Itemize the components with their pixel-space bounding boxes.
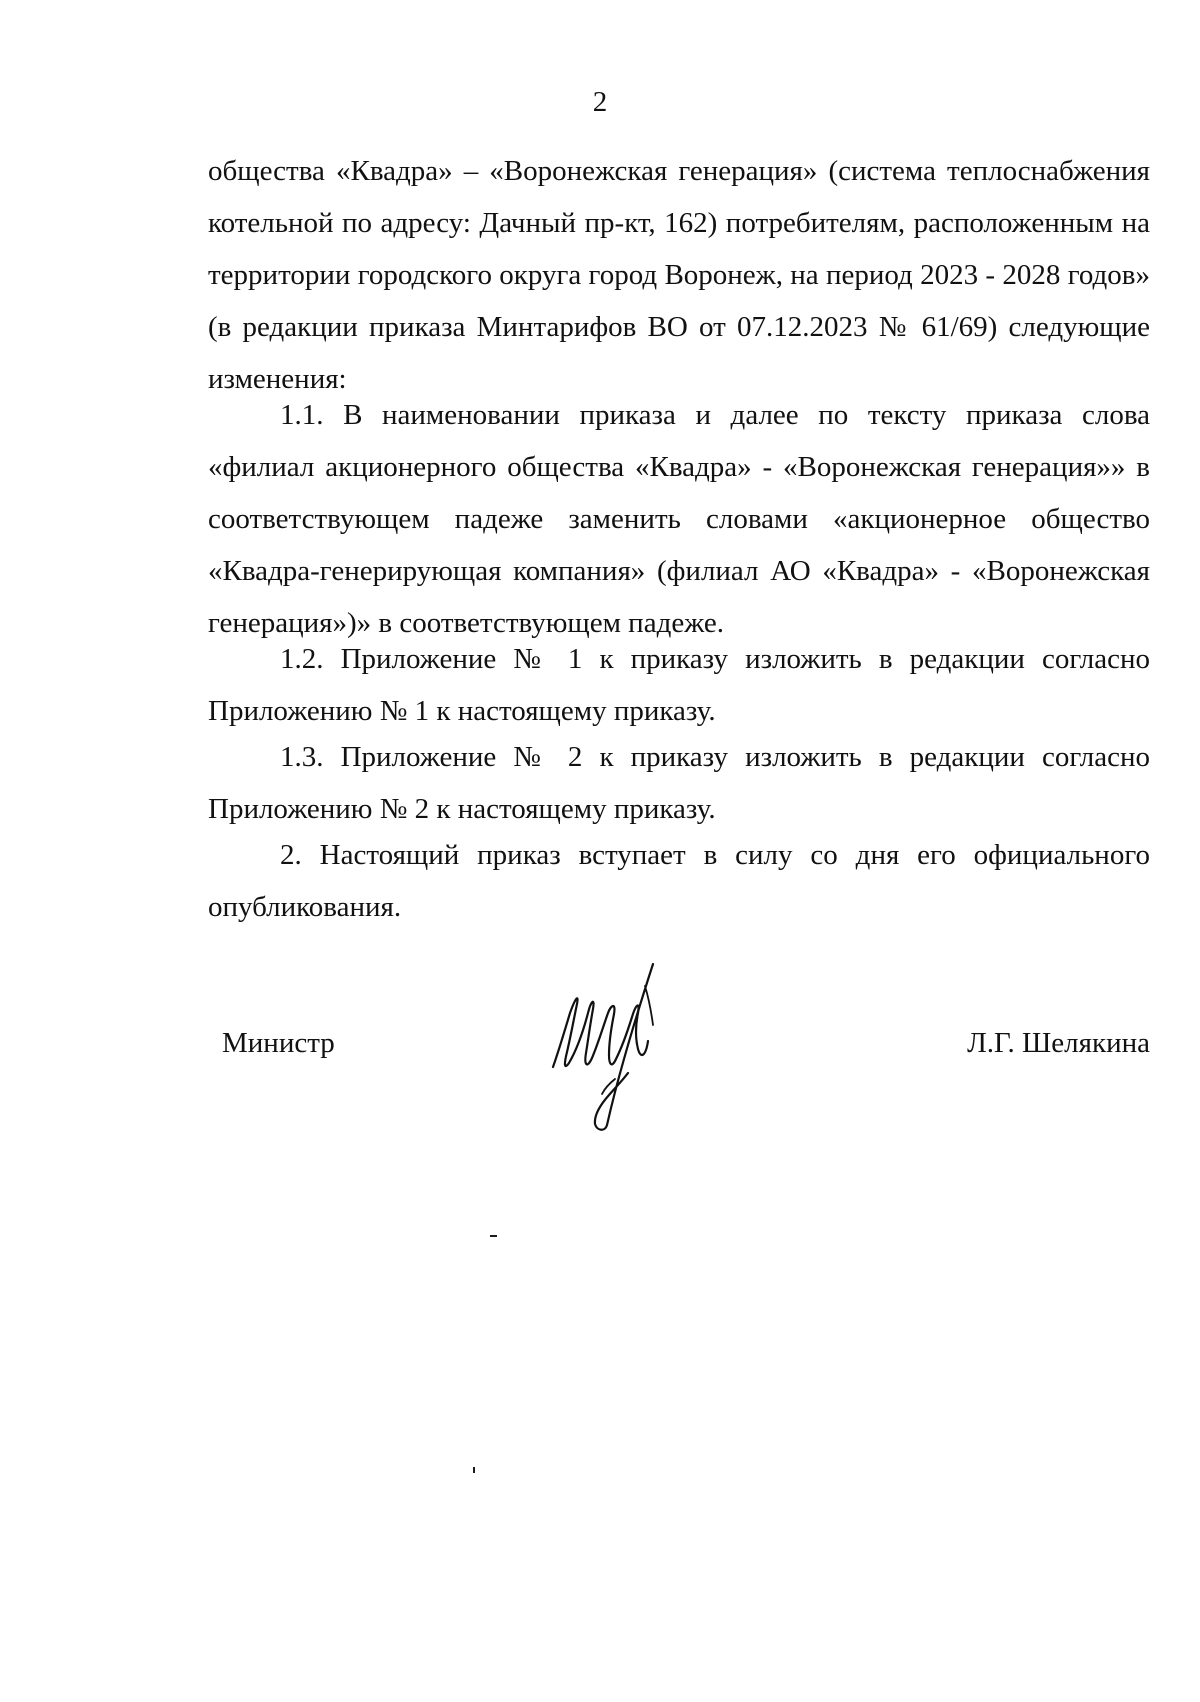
signatory-name: Л.Г. Шелякина	[967, 1027, 1150, 1059]
paragraph-item-1-2: 1.2. Приложение № 1 к приказу изложить в редакции согласно Приложению № 1 к настоящему приказу.	[208, 643, 1150, 727]
page-number: 2	[592, 86, 608, 118]
paragraph-item-2: 2. Настоящий приказ вступает в силу со дня его официального опубликования.	[208, 839, 1150, 923]
scan-mark	[473, 1467, 475, 1473]
signature-position: Министр	[222, 1027, 335, 1059]
paragraph-item-1-1: 1.1. В наименовании приказа и далее по тексту приказа слова «филиал акционерного общества «Квадра» - «Воронежская генерация»» в соответствующем падеже заменить словами «акционерное общество «Квадра-генерирующая компания» (филиал АО «Квадра» - «Воронежская генерация»)» в соответствующем падеже.	[208, 399, 1150, 639]
handwritten-signature-icon	[545, 955, 670, 1135]
scan-mark	[490, 1235, 497, 1237]
paragraph-intro-continuation: общества «Квадра» – «Воронежская генерация» (система теплоснабжения котельной по адресу: Дачный пр-кт, 162) потребителям, расположенным на территории городского округа город Воронеж, на период 2023 - 2028 годов» (в редакции приказа Минтарифов ВО от 07.12.2023 № 61/69) следующие изменения:	[208, 155, 1150, 395]
paragraph-item-1-3: 1.3. Приложение № 2 к приказу изложить в редакции согласно Приложению № 2 к настоящему приказу.	[208, 741, 1150, 825]
